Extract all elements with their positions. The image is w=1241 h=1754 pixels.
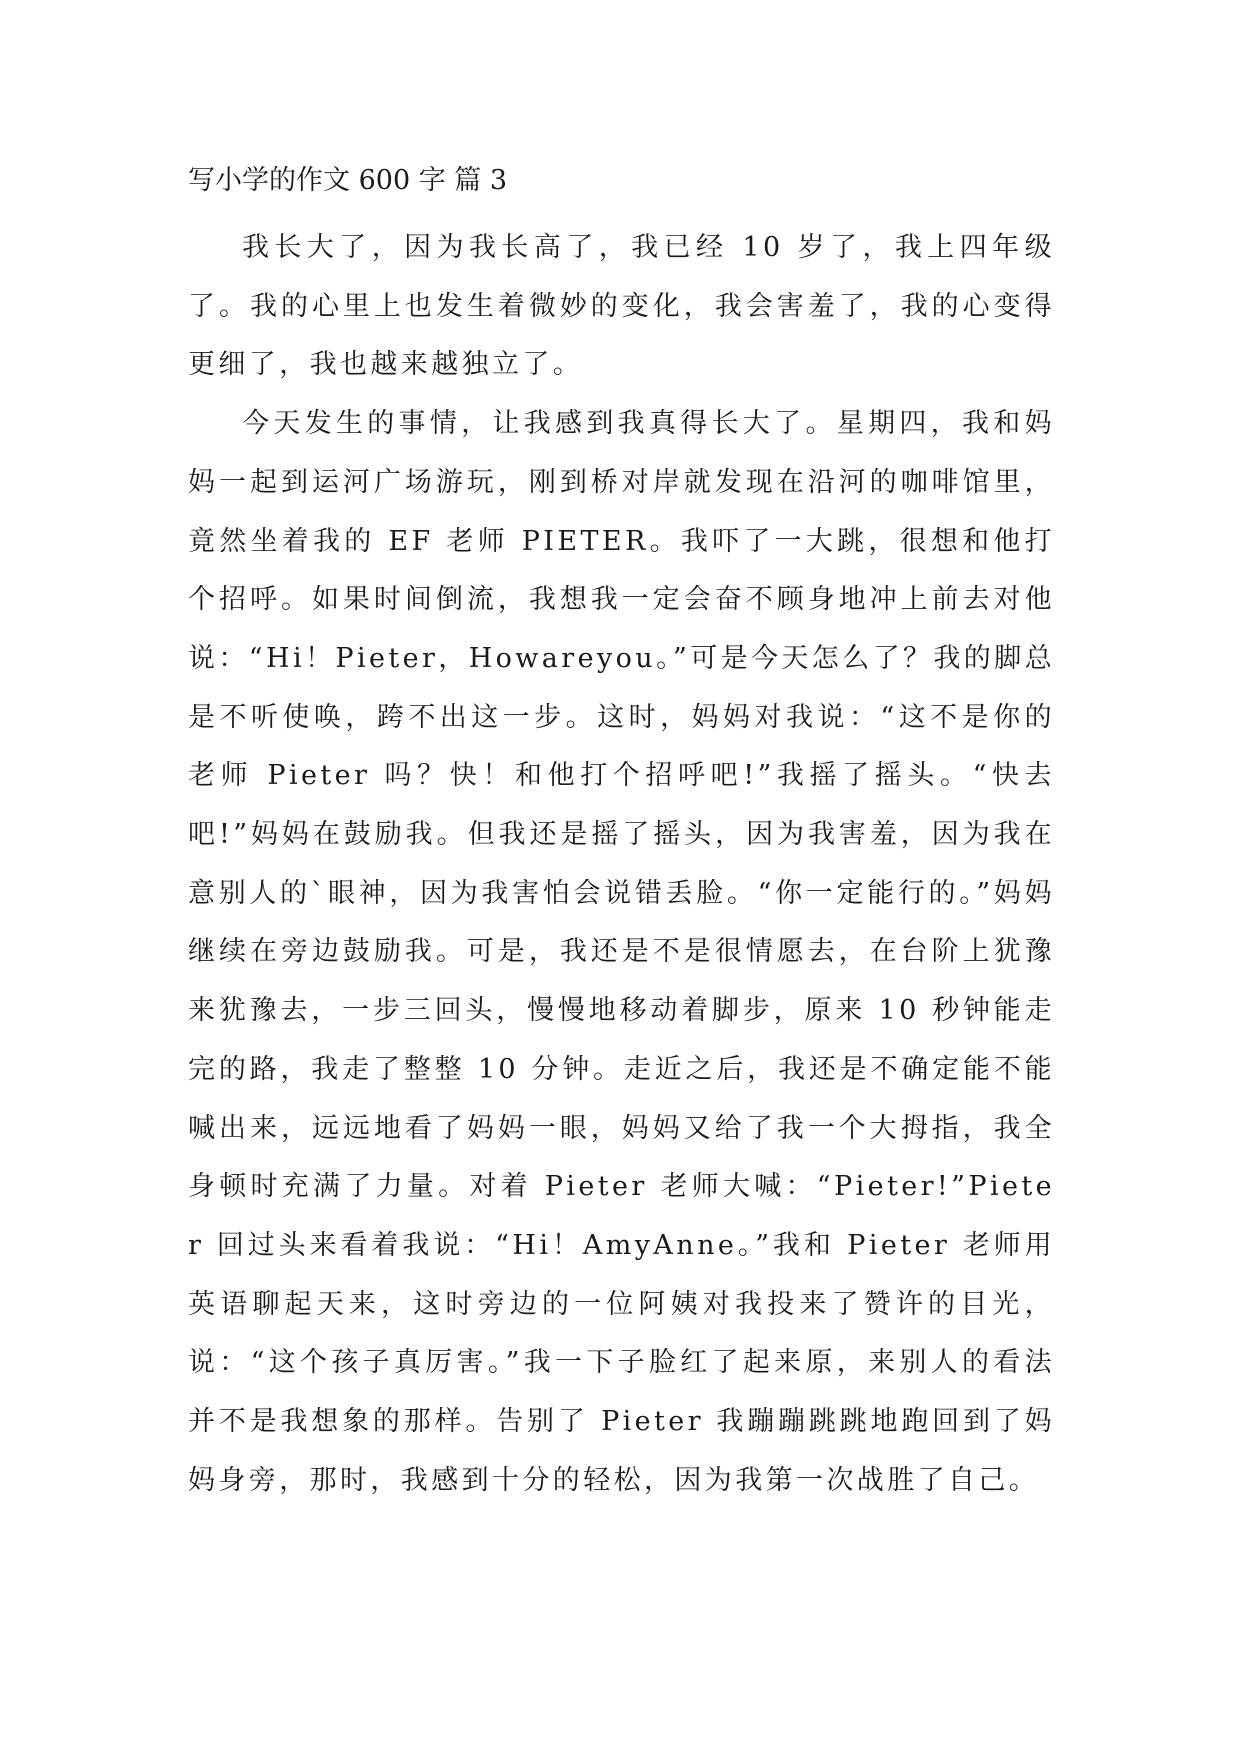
document-title: 写小学的作文 600 字 篇 3 — [188, 165, 508, 196]
document-body — [188, 219, 1055, 1510]
paragraph-2: 今天发生的事情，让我感到我真得长大了。星期四，我和妈妈一起到运河广场游玩，刚到桥对岸就发现在沿河的咖啡馆里，竟然坐着我的 EF 老师 PIETER。我吓了一大跳，很想和他打个招呼。如果时间倒流，我想我一定会奋不顾身地冲上前去对他说：“Hi！Pieter，Howareyou。”可是今天怎么了？我的脚总是不听使唤，跨不出这一步。这时，妈妈对我说：“这不是你的老师 Pieter 吗？快！和他打个招呼吧!”我摇了摇头。“快去吧!”妈妈在鼓励我。但我还是摇了摇头，因为我害羞，因为我在意别人的`眼神，因为我害怕会说错丢脸。“你一定能行的。”妈妈继续在旁边鼓励我。可是，我还是不是很情愿去，在台阶上犹豫来犹豫去，一步三回头，慢慢地移动着脚步，原来 10 秒钟能走完的路，我走了整整 10 分钟。走近之后，我还是不确定能不能喊出来，远远地看了妈妈一眼，妈妈又给了我一个大拇指，我全身顿时充满了力量。对着 Pieter 老师大喊：“Pieter!”Pieter 回过头来看着我说：“Hi！AmyAnne。”我和 Pieter 老师用英语聊起天来，这时旁边的一位阿姨对我投来了赞许的目光，说：“这个孩子真厉害。”我一下子脸红了起来原，来别人的看法并不是我想象的那样。告别了 Pieter 我蹦蹦跳跳地跑回到了妈妈身旁，那时，我感到十分的轻松，因为我第一次战胜了自己。 — [188, 408, 1055, 1496]
paragraph-1: 我长大了，因为我长高了，我已经 10 岁了，我上四年级了。我的心里上也发生着微妙的变化，我会害羞了，我的心变得更细了，我也越来越独立了。 — [188, 232, 1055, 381]
